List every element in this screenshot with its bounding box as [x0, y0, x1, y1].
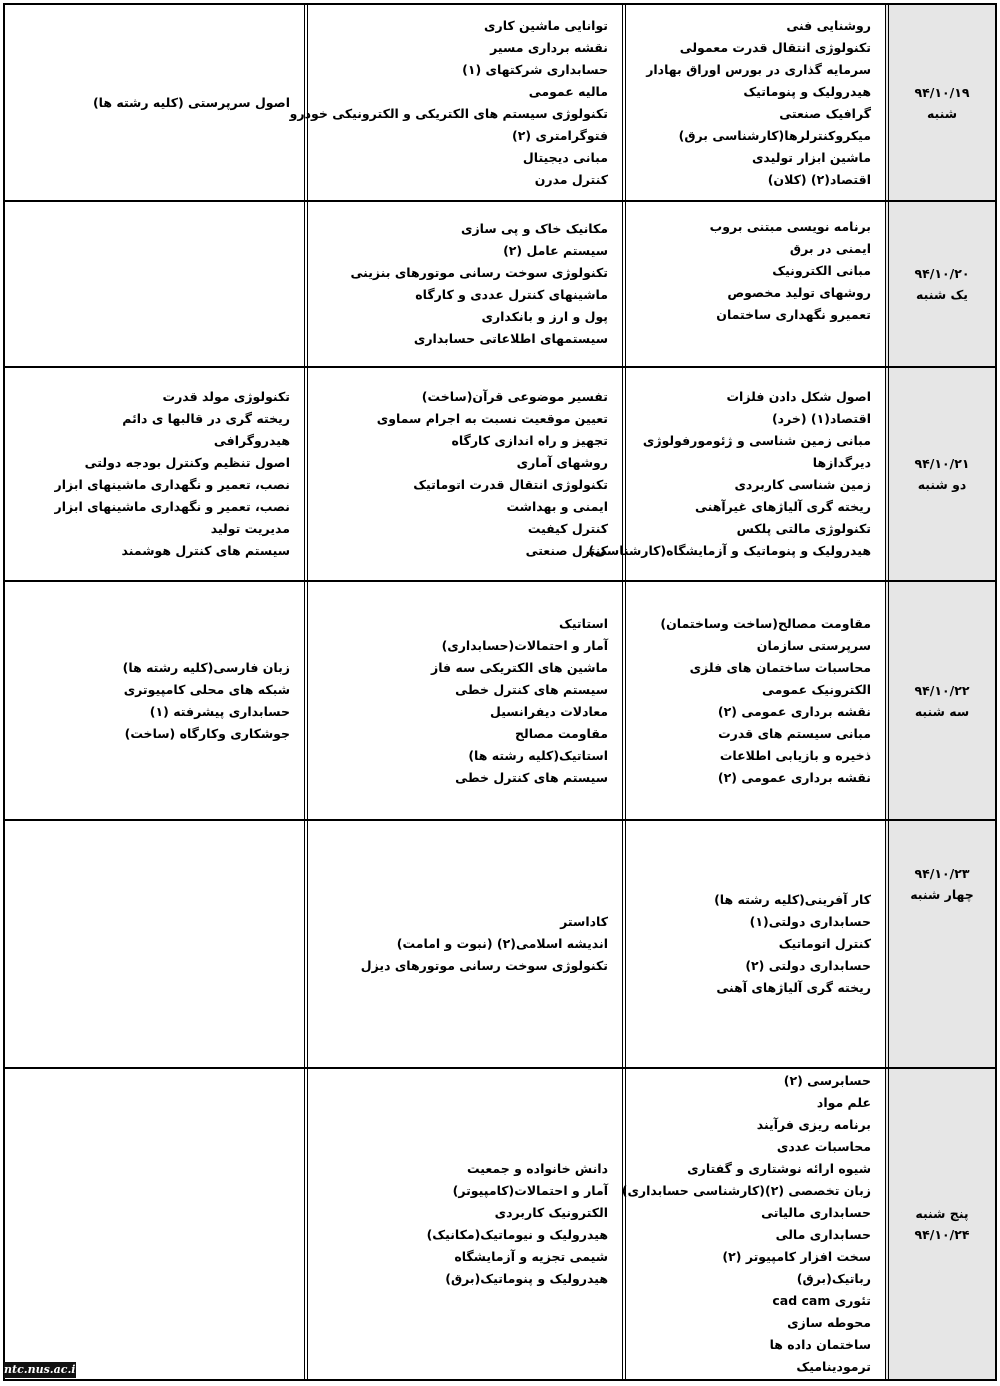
date-text: ۹۴/۱۰/۲۳	[914, 866, 970, 881]
course-item: محاسبات ساختمان های فلزی	[689, 659, 871, 675]
course-item: دانش خانواده و جمعیت	[467, 1161, 608, 1176]
course-column-3	[5, 202, 304, 366]
course-item: تکنولوژی سوخت رسانی موتورهای دیزل	[360, 958, 608, 973]
course-item: آمار و احتمالات(کامپیوتر)	[452, 1183, 608, 1198]
course-column-3	[5, 582, 304, 819]
course-item: مبانی الکترونیک	[772, 263, 871, 278]
course-item: حسابداری مالیاتی	[761, 1205, 871, 1220]
course-item: سیستم عامل (۲)	[503, 243, 608, 258]
course-item: برنامه نویسی مبتنی بروب	[709, 219, 871, 234]
course-item: جوشکاری وکارگاه (ساخت)	[124, 725, 290, 741]
course-item: تکنولوژی مالتی پلکس	[736, 521, 871, 536]
course-item: سیستم های کنترل هوشمند	[121, 543, 290, 558]
course-item: ساختمان داده ها	[769, 1337, 871, 1352]
date-cell	[885, 202, 995, 366]
course-item: هیدرولیک و پنوماتیک و آزمایشگاه(کارشناسی)	[588, 543, 871, 558]
course-item: الکترونیک کاربردی	[494, 1205, 608, 1220]
course-item: ماشین ابزار تولیدی	[751, 149, 871, 165]
course-item: سرپرستی سازمان	[756, 637, 871, 653]
course-item: مالیه عمومی	[528, 83, 608, 99]
course-item: فتوگرامتری (۲)	[512, 127, 608, 143]
course-item: علم مواد	[816, 1095, 871, 1110]
schedule-row-1	[5, 5, 995, 202]
course-item: ترمودینامیک	[796, 1359, 871, 1374]
course-column-2	[304, 582, 622, 819]
course-item: ماشین های الکتریکی سه فاز	[431, 659, 608, 675]
course-column-1	[622, 582, 885, 819]
course-item: ذخیره و بازیابی اطلاعات	[719, 747, 871, 763]
course-item: سرمایه گذاری در بورس اوراق بهادار	[646, 61, 871, 77]
course-item: ایمنی و بهداشت	[506, 499, 608, 514]
course-item: برنامه ریزی فرآیند	[756, 1117, 871, 1132]
course-item: حسابرسی (۲)	[783, 1073, 871, 1088]
course-item: اصول سرپرستی (کلیه رشته ها)	[92, 94, 290, 110]
course-item: زبان تخصصی (۲)(کارشناسی حسابداری)	[621, 1183, 871, 1198]
course-item: مبانی دیجیتال	[522, 149, 608, 165]
course-item: ریخته گری آلیاژهای غیرآهنی	[694, 499, 871, 514]
course-item: نقشه برداری مسیر	[490, 39, 608, 55]
course-item: نقشه برداری عمومی (۲)	[717, 703, 871, 719]
exam-schedule-table	[3, 3, 997, 1381]
course-item: کنترل اتوماتیک	[778, 936, 871, 951]
course-item: دیرگدازها	[812, 455, 871, 470]
course-item: حسابداری دولتی (۲)	[745, 958, 871, 973]
course-item: تجهیز و راه اندازی کارگاه	[451, 433, 608, 448]
course-item: پول و ارز و بانکداری	[481, 309, 608, 324]
course-item: استاتیک	[559, 615, 608, 631]
date-cell	[885, 821, 995, 1067]
course-item: شیوه ارائه نوشتاری و گفتاری	[687, 1161, 871, 1176]
course-item: شیمی تجزیه و آزمایشگاه	[454, 1249, 608, 1264]
course-item: هیدرولیک و نیوماتیک(مکانیک)	[426, 1227, 608, 1242]
day-text: شنبه	[926, 105, 958, 121]
course-item: گرافیک صنعتی	[779, 105, 871, 121]
course-item: زمین شناسی کاربردی	[734, 477, 871, 492]
day-text: پنج شنبه	[915, 1206, 969, 1221]
course-item: مقاومت مصالح(ساخت وساختمان)	[660, 615, 871, 631]
course-item: تکنولوژی انتقال قدرت معمولی	[679, 39, 871, 55]
course-item: الکترونیک عمومی	[762, 681, 871, 697]
schedule-row-3	[5, 368, 995, 582]
course-item: مبانی سیستم های قدرت	[718, 725, 871, 741]
course-column-3	[5, 5, 304, 200]
course-item: استاتیک(کلیه رشته ها)	[468, 747, 608, 763]
course-column-1	[622, 5, 885, 200]
course-item: هیدرولیک و پنوماتیک	[743, 83, 871, 99]
course-item: معادلات دیفرانسیل	[490, 703, 608, 719]
date-cell	[885, 368, 995, 580]
course-item: مبانی زمین شناسی و ژئومورفولوژی	[642, 433, 871, 448]
course-item: حسابداری شرکتهای (۱)	[462, 61, 608, 77]
course-item: روشهای آماری	[516, 455, 608, 470]
course-item: ریخته گری آلیاژهای آهنی	[716, 980, 871, 995]
course-column-3	[5, 368, 304, 580]
course-item: مقاومت مصالح	[515, 725, 608, 741]
course-column-2	[304, 202, 622, 366]
course-item: سیستم های کنترل خطی	[455, 769, 608, 785]
course-column-2	[304, 1069, 622, 1379]
course-item: تفسیر موضوعی قرآن(ساخت)	[421, 389, 608, 404]
course-column-1	[588, 368, 885, 580]
course-item: اقتصاد(۲) (کلان)	[767, 171, 871, 187]
course-item: نصب، تعمیر و نگهداری ماشینهای ابزار	[54, 499, 290, 514]
day-text: سه شنبه	[914, 703, 970, 719]
course-item: میکروکنترلرها(کارشناسی برق)	[678, 127, 871, 143]
course-item: سیستم های کنترل خطی	[455, 681, 608, 697]
course-column-2	[289, 5, 622, 200]
course-item: تئوری cad cam	[772, 1293, 871, 1308]
day-text: دو شنبه	[917, 477, 967, 492]
course-item: حسابداری دولتی(۱)	[749, 914, 871, 929]
course-item: هیدروگرافی	[213, 433, 290, 448]
course-item: اقتصاد(۱) (خرد)	[771, 411, 871, 426]
schedule-row-2	[5, 202, 995, 368]
course-column-2	[304, 368, 622, 580]
date-text: ۹۴/۱۰/۲۲	[914, 682, 970, 698]
schedule-row-4	[5, 582, 995, 821]
course-item: حسابداری مالی	[775, 1227, 871, 1242]
course-item: نقشه برداری عمومی (۲)	[717, 769, 871, 785]
course-item: اندیشه اسلامی(۲) (نبوت و امامت)	[396, 936, 608, 951]
course-item: شبکه های محلی کامپیوتری	[123, 681, 290, 697]
course-item: تکنولوژی انتقال قدرت اتوماتیک	[413, 477, 608, 492]
course-item: ایمنی در برق	[789, 241, 871, 256]
day-text: چهار شنبه	[910, 887, 974, 902]
course-item: کنترل مدرن	[534, 171, 608, 187]
course-column-1	[622, 821, 885, 1067]
date-text: ۹۴/۱۰/۲۱	[914, 456, 970, 471]
date-cell	[885, 5, 995, 200]
course-item: محوطه سازی	[787, 1315, 871, 1330]
course-item: تکنولوژی سیستم های الکتریکی و الکترونیکی خودرو	[289, 105, 608, 121]
course-item: تکنولوژی مولد قدرت	[162, 389, 290, 404]
course-item: تکنولوژی سوخت رسانی موتورهای بنزینی	[350, 265, 608, 280]
schedule-row-6	[5, 1069, 995, 1379]
course-column-1	[622, 202, 885, 366]
course-column-2	[304, 821, 622, 1067]
course-item: تعیین موقعیت نسبت به اجرام سماوی	[376, 411, 608, 426]
course-item: سخت افزار کامپیوتر (۲)	[722, 1249, 871, 1264]
course-item: هیدرولیک و پنوماتیک(برق)	[445, 1271, 608, 1286]
course-item: کاداستر	[560, 914, 608, 929]
date-cell	[885, 1069, 995, 1379]
schedule-row-5	[5, 821, 995, 1069]
course-item: زبان فارسی(کلیه رشته ها)	[122, 659, 290, 675]
date-text: ۹۴/۱۰/۲۰	[914, 266, 970, 281]
course-item: نصب، تعمیر و نگهداری ماشینهای ابزار	[54, 477, 290, 492]
course-column-3	[5, 1069, 304, 1379]
date-cell	[885, 582, 995, 819]
date-text: ۹۴/۱۰/۲۴	[914, 1227, 970, 1242]
course-item: اصول شکل دادن فلزات	[726, 389, 871, 404]
course-item: توانایی ماشین کاری	[484, 17, 608, 33]
course-column-3	[5, 821, 304, 1067]
course-item: اصول تنظیم وکنترل بودجه دولتی	[84, 455, 290, 470]
course-item: تعمیرو نگهداری ساختمان	[716, 307, 871, 322]
course-item: ریخته گری در قالبها ی دائم	[122, 411, 290, 426]
course-item: رباتیک(برق)	[796, 1271, 871, 1286]
date-text: ۹۴/۱۰/۱۹	[914, 84, 970, 100]
day-text: یک شنبه	[916, 287, 968, 302]
course-column-1	[622, 1069, 885, 1379]
course-item: روشنایی فنی	[786, 17, 871, 33]
course-item: مکانیک خاک و پی سازی	[461, 221, 608, 236]
course-item: مدیریت تولید	[210, 521, 290, 536]
course-item: کنترل کیفیت	[527, 521, 608, 536]
course-item: سیستمهای اطلاعاتی حسابداری	[413, 331, 608, 346]
course-item: حسابداری پیشرفته (۱)	[149, 703, 290, 719]
course-item: کنترل صنعتی	[525, 543, 608, 558]
site-watermark: ntc.nus.ac.ir	[4, 1363, 82, 1376]
course-item: آمار و احتمالات(حسابداری)	[441, 637, 608, 653]
course-item: کار آفرینی(کلیه رشته ها)	[714, 892, 871, 907]
course-item: محاسبات عددی	[776, 1139, 871, 1154]
course-item: روشهای تولید مخصوص	[727, 285, 871, 300]
course-item: ماشینهای کنترل عددی و کارگاه	[415, 287, 608, 302]
